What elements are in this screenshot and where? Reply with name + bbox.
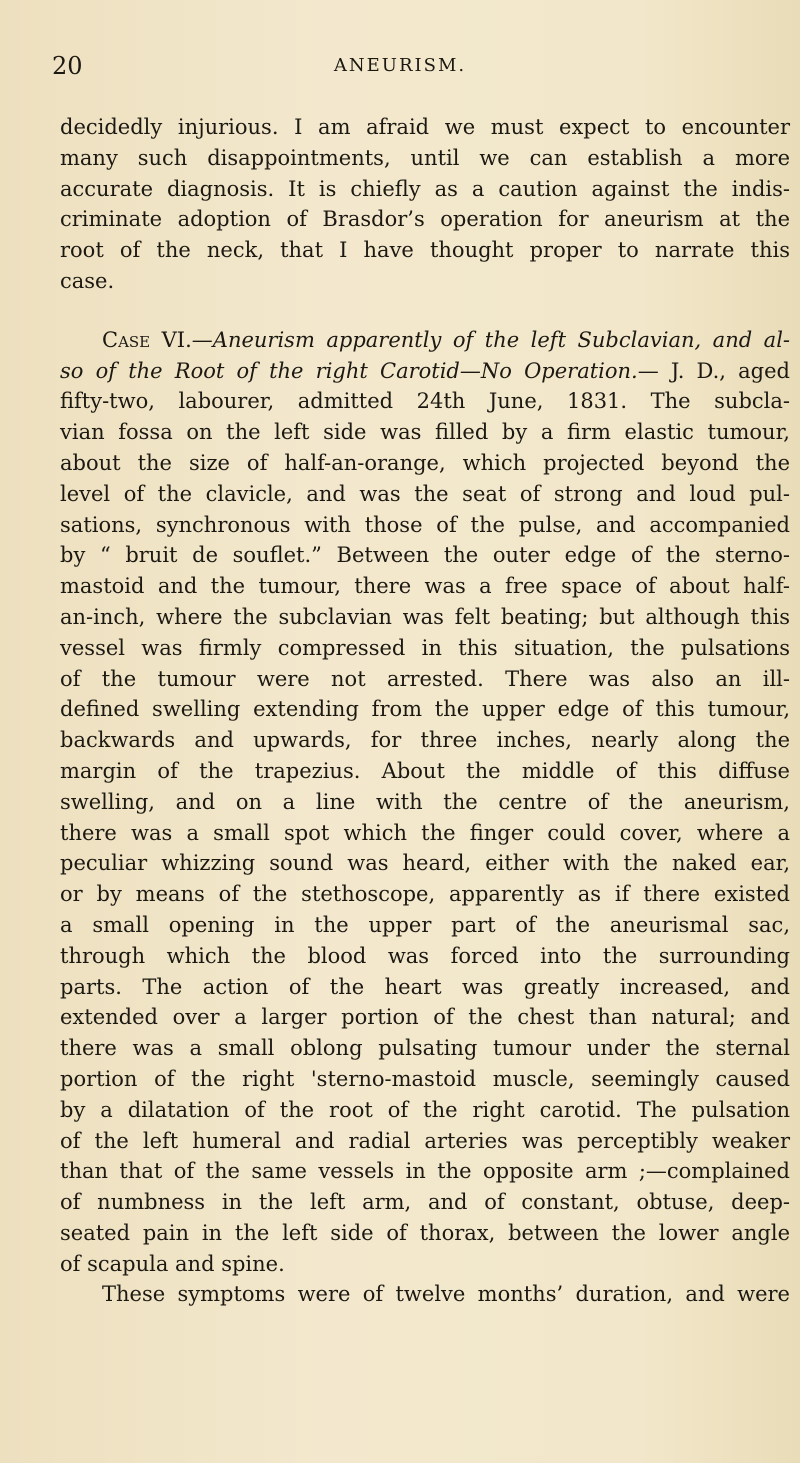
case-label: Case VI. xyxy=(102,327,192,352)
case-title-part-2: so of the Root of the right Carotid—No Operation. xyxy=(60,358,638,383)
text-line: level of the clavicle, and was the seat of strong and loud pul- xyxy=(60,481,790,506)
text-line: there was a small spot which the finger could cover, where a xyxy=(60,820,790,845)
text-line: many such disappointments, until we can establish a more xyxy=(60,145,790,170)
case-patient: — J. D., aged xyxy=(637,358,790,383)
text-line: peculiar whizzing sound was heard, either with the naked ear, xyxy=(60,851,790,876)
text-line: defined swelling extending from the upper edge of this tumour, xyxy=(60,697,790,722)
text-line: swelling, and on a line with the centre of the aneurism, xyxy=(60,789,790,814)
text-line: fifty-two, labourer, admitted 24th June, 1831. The subcla- xyxy=(60,389,790,414)
text-line: mastoid and the tumour, there was a free space of about half- xyxy=(60,574,790,599)
text-line: through which the blood was forced into the surrounding xyxy=(60,943,790,968)
case-title-part-1: —Aneurism apparently of the left Subclavian, and al- xyxy=(191,327,791,352)
text-line: parts. The action of the heart was greatly increased, and xyxy=(60,974,790,999)
case-heading-line xyxy=(60,325,790,356)
text-line: accurate diagnosis. It is chiefly as a caution against the indis- xyxy=(60,176,790,201)
case-heading-line-2 xyxy=(60,356,790,387)
page-number: 20 xyxy=(52,52,83,80)
text-line: portion of the right 'sterno-mastoid muscle, seemingly caused xyxy=(60,1066,790,1091)
text-line: than that of the same vessels in the opposite arm ;—complained xyxy=(60,1159,790,1184)
text-line: root of the neck, that I have thought proper to narrate this xyxy=(60,238,790,263)
paragraph-intro xyxy=(60,112,790,297)
text-line: These symptoms were of twelve months’ duration, and were xyxy=(102,1282,790,1307)
text-line: by a dilatation of the root of the right carotid. The pulsation xyxy=(60,1097,790,1122)
text-line: of scapula and spine. xyxy=(60,1251,285,1276)
text-line: of numbness in the left arm, and of constant, obtuse, deep- xyxy=(60,1190,790,1215)
text-line: of the tumour were not arrested. There was also an ill- xyxy=(60,666,790,691)
text-line: sations, synchronous with those of the pulse, and accompanied xyxy=(60,512,790,537)
text-line: of the left humeral and radial arteries was perceptibly weaker xyxy=(60,1128,790,1153)
text-line: an-inch, where the subclavian was felt beating; but although this xyxy=(60,604,790,629)
text-line: decidedly injurious. I am afraid we must expect to encounter xyxy=(60,115,790,139)
text-line: backwards and upwards, for three inches, nearly along the xyxy=(60,728,790,753)
text-line: by “ bruit de souflet.” Between the outer edge of the sterno- xyxy=(60,543,790,568)
text-line: extended over a larger portion of the chest than natural; and xyxy=(60,1005,790,1030)
running-title: ANEURISM. xyxy=(333,55,467,76)
text-line: seated pain in the left side of thorax, between the lower angle xyxy=(60,1220,790,1245)
page-body xyxy=(60,112,790,1310)
page-header xyxy=(0,52,800,82)
text-line: case. xyxy=(60,268,115,293)
text-line: a small opening in the upper part of the aneurismal sac, xyxy=(60,912,790,937)
paragraph-symptoms xyxy=(60,1279,790,1310)
text-line: margin of the trapezius. About the middle of this diffuse xyxy=(60,758,790,783)
text-line: there was a small oblong pulsating tumour under the sternal xyxy=(60,1036,790,1061)
text-line: vian fossa on the left side was filled by a firm elastic tumour, xyxy=(60,420,790,445)
text-line: criminate adoption of Brasdor’s operation for aneurism at the xyxy=(60,207,790,232)
text-line: or by means of the stethoscope, apparently as if there existed xyxy=(60,882,790,907)
case-paragraph xyxy=(60,325,790,1280)
text-line: vessel was firmly compressed in this situation, the pulsations xyxy=(60,635,790,660)
text-line: about the size of half-an-orange, which projected beyond the xyxy=(60,450,790,475)
